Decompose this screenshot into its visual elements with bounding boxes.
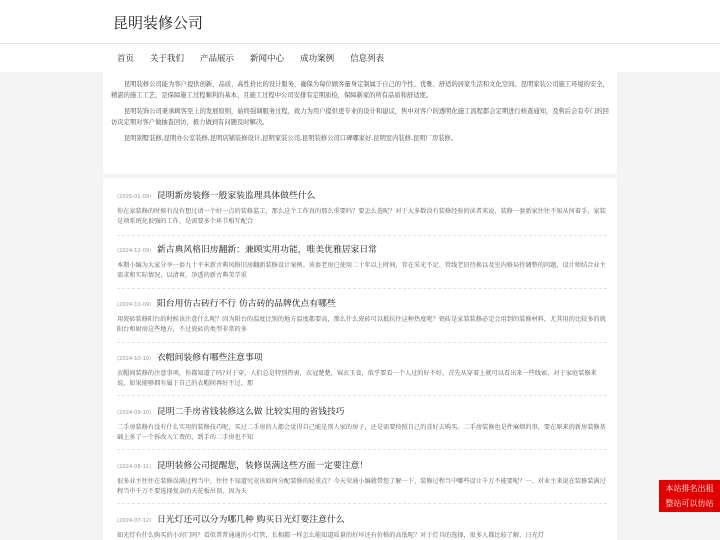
site-title[interactable]: 昆明装修公司 (113, 14, 204, 32)
ad-line: 本站排名出租 (665, 484, 714, 493)
intro-paragraph: 昆明装修公司能为客户提供创新、品质、高性价比的设计服务，确保为每位顾客量身定制属于自己的个性、优雅、舒适的居家生活和文化空间。昆明家装公司施工环境的安全，精湛的施工工艺，是保障施工过程顺利的基本，且施工过程中公司安排有定期质检，保障新家的所有品质和舒适度。 (111, 81, 609, 99)
divider (117, 342, 607, 343)
article-summary: 二手房装修有没有什么实用的装修技巧呢，买过二手房的人都会觉得自己能是别人家的房子，还是需要按照自己的喜好去购买。二手房装修也是件麻烦的事，要在原来的新房装修基础上多了一个拆改入工费的，到手的二手房也不知 (117, 424, 606, 441)
article-item (117, 404, 607, 442)
intro-keywords: 昆明别墅装修,昆明办公室装修,昆明店铺装修设计,昆明家装公司,昆明装修公司口碑哪家好,昆明室内装修,昆明厂房装修。 (124, 135, 458, 142)
nav-item-cases[interactable]: 成功案例 (300, 54, 335, 64)
divider (117, 288, 607, 289)
article-summary: 衣帽间装修的注意事项，你都知道了吗?对于穿，人们总是特别热衷，衣冠楚楚，锦衣玉食，似乎要看一个人过的好不好，首先从穿着上就可以看出来一些线索，对于家庭装修来说，如果能够拥有属于自己的衣帽间再好不过，那 (117, 370, 597, 387)
article-item (117, 242, 607, 280)
article-title-link[interactable]: 阳台用仿古砖行不行 仿古砖的品牌优点有哪些 (157, 299, 336, 309)
article-date: (2024-10-10) (117, 356, 152, 362)
nav-item-home[interactable]: 首页 (117, 54, 135, 64)
divider (117, 449, 607, 450)
article-item (117, 350, 607, 388)
article-item (117, 512, 607, 540)
divider (117, 235, 607, 236)
nav-item-info-list[interactable]: 信息列表 (350, 54, 385, 64)
article-date: (2025-01-09) (117, 194, 152, 200)
article-title-link[interactable]: 日光灯还可以分为哪几种 购买日光灯要注意什么 (157, 515, 345, 525)
divider (117, 395, 607, 396)
article-summary: 用瓷砖装修阳台的时候该注意什么呢？因为阳台的温度比别的地方温度都要高，那么什么瓷砖可以抵抗住这种热度呢？瓷砖是家装装修必定会用到的装修材料，尤其用的比较多的就阳台和厨房这些地方，不过瓷砖的类型非常的多 (117, 316, 606, 333)
ad-banner[interactable] (659, 480, 720, 512)
article-date: (2024-09-10) (117, 410, 152, 416)
article-title-link[interactable]: 衣帽间装修有哪些注意事项 (157, 353, 263, 363)
article-date: (2024-08-11) (117, 464, 152, 470)
article-item (117, 458, 607, 496)
article-summary: 如光灯有什么购买的小窍门吗？看似普普通通的小灯管，长相都一样怎么能知道质量的好坏还有价格的高低呢？对于灯具的选择，很多人都比较了解，日光灯 (117, 532, 544, 539)
article-list (103, 178, 617, 540)
article-title-link[interactable]: 昆明新房装修一般家装监理具体做些什么 (157, 191, 316, 201)
ad-line: 整站可以仿站 (665, 499, 714, 508)
divider (117, 503, 607, 504)
intro-panel (103, 72, 617, 174)
nav-item-products[interactable]: 产品展示 (200, 54, 235, 64)
intro-paragraph: 昆明装饰公司秉承顾客至上的发展原则，始终强调服务过程，致力为用户提供更专业的设计和建议，售中对客户的透明化施工流程都会定期进行核查通知，及售后会有专门的回访页定期对客户做抽查回访，极力做到有问题及时解决。 (111, 108, 609, 126)
article-date: (2024-07-12) (117, 518, 152, 524)
article-title-link[interactable]: 昆明二手房省钱装修这么做 比较实用的省钱技巧 (157, 407, 345, 417)
article-summary: 本期小编为大家分享一套九十平米新古典风格旧房翻新装修设计案例。该套老房已使用二十年以上时间，存在采光不足、管线老旧待换以及室内格局待调整的问题，设计师结合业主需求和实际情况，以清爽、净透的新古典美学重 (117, 262, 606, 279)
nav-item-about[interactable]: 关于我们 (150, 54, 185, 64)
main-nav (0, 44, 720, 72)
article-item (117, 296, 607, 334)
article-title-link[interactable]: 昆明装修公司提醒您，装修误满这些方面一定要注意！ (157, 461, 369, 471)
article-summary: 很多业主往往在装修误满过程当中，往往不知道究竟该如何分配装修的轻重点？今天荣通小编就带您了解一下，装修过程当中哪些设计千万不能要呢？一、对业主来说在装修装满过程当中千万不要选择复杂的天花板吊顶，因为天 (117, 478, 606, 495)
article-item (117, 188, 607, 226)
nav-item-news[interactable]: 新闻中心 (250, 54, 285, 64)
article-date: (2024-11-09) (117, 302, 152, 308)
article-date: (2024-12-09) (117, 248, 152, 254)
article-summary: 你在家装修的时候有没有想过请一个好一点的装修监工，那么这个工作真的那么重要吗？要怎么选呢？对于大多数没有装修经验的读者来说，装修一套新家往往不知从何着手，家装是项系统化很强的工作，是需要多个环节相互配合 (117, 208, 606, 225)
article-title-link[interactable]: 新古典风格旧房翻新：兼顾实用功能，唯美优雅居家日常 (157, 245, 377, 255)
header (0, 0, 720, 44)
